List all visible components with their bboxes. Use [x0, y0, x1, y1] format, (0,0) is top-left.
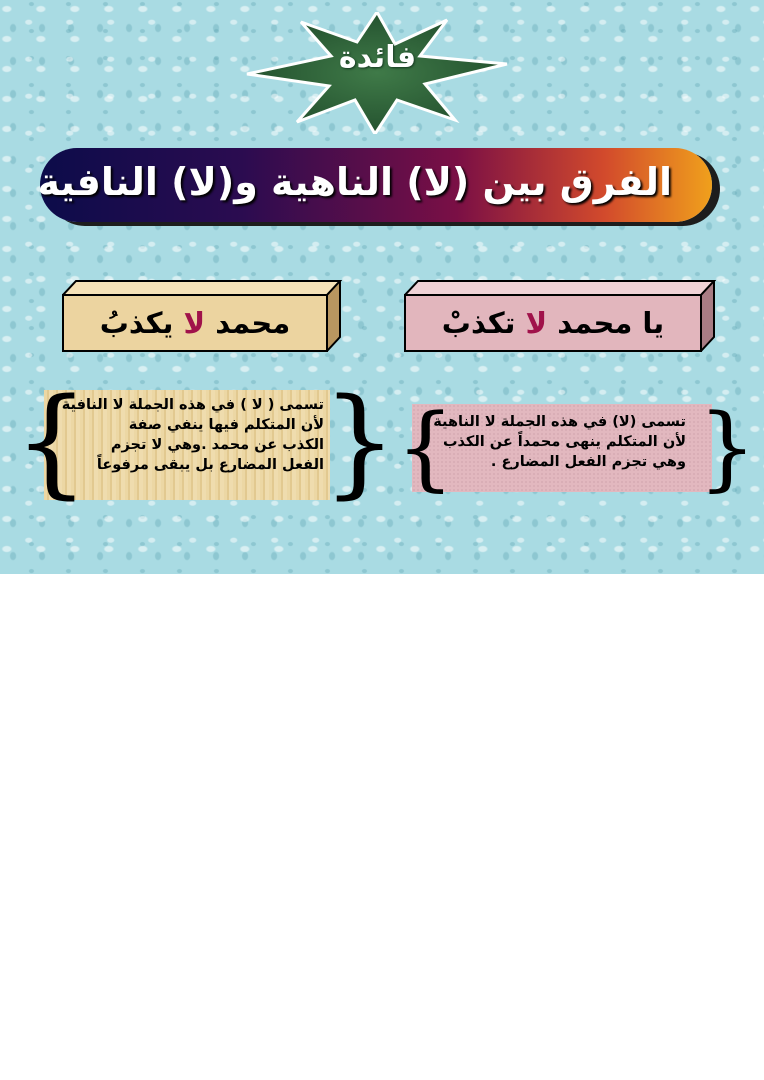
note-line: تسمى (لا) في هذه الجملة لا الناهية — [433, 414, 686, 430]
note-nafiya — [60, 395, 324, 475]
sentence-part: محمد — [205, 306, 291, 340]
left-brace-icon: { — [14, 372, 90, 510]
sentence-part: تكذبْ — [441, 306, 526, 340]
right-brace-icon: } — [322, 372, 398, 510]
note-line: الفعل المضارع بل يبقى مرفوعاً — [96, 457, 324, 473]
example-box-nafiya — [62, 280, 342, 352]
note-line: لأن المتكلم ينهى محمداً عن الكذب — [442, 434, 686, 450]
left-brace-icon: { — [396, 394, 455, 501]
la-highlight: لا — [525, 306, 548, 340]
example-sentence-nahiya — [404, 294, 702, 352]
slide-title: الفرق بين (لا) الناهية و(لا) النافية — [37, 160, 672, 204]
note-line: الكذب عن محمد .وهي لا تجزم — [110, 437, 324, 453]
note-line: تسمى ( لا ) في هذه الجملة لا النافية — [61, 397, 324, 413]
badge-label: فائدة — [338, 40, 417, 75]
note-line: وهي تجزم الفعل المضارع . — [490, 454, 686, 470]
sentence-part: يكذبُ — [99, 306, 184, 340]
note-line: لأن المتكلم فيها ينفي صفة — [128, 417, 324, 433]
sentence-part: يا محمد — [547, 306, 665, 340]
note-nahiya — [420, 412, 686, 472]
example-box-nahiya — [404, 280, 716, 352]
right-brace-icon: } — [698, 394, 757, 501]
la-highlight: لا — [183, 306, 206, 340]
box-side-face — [326, 280, 342, 352]
box-side-face — [700, 280, 716, 352]
example-sentence-nafiya — [62, 294, 328, 352]
